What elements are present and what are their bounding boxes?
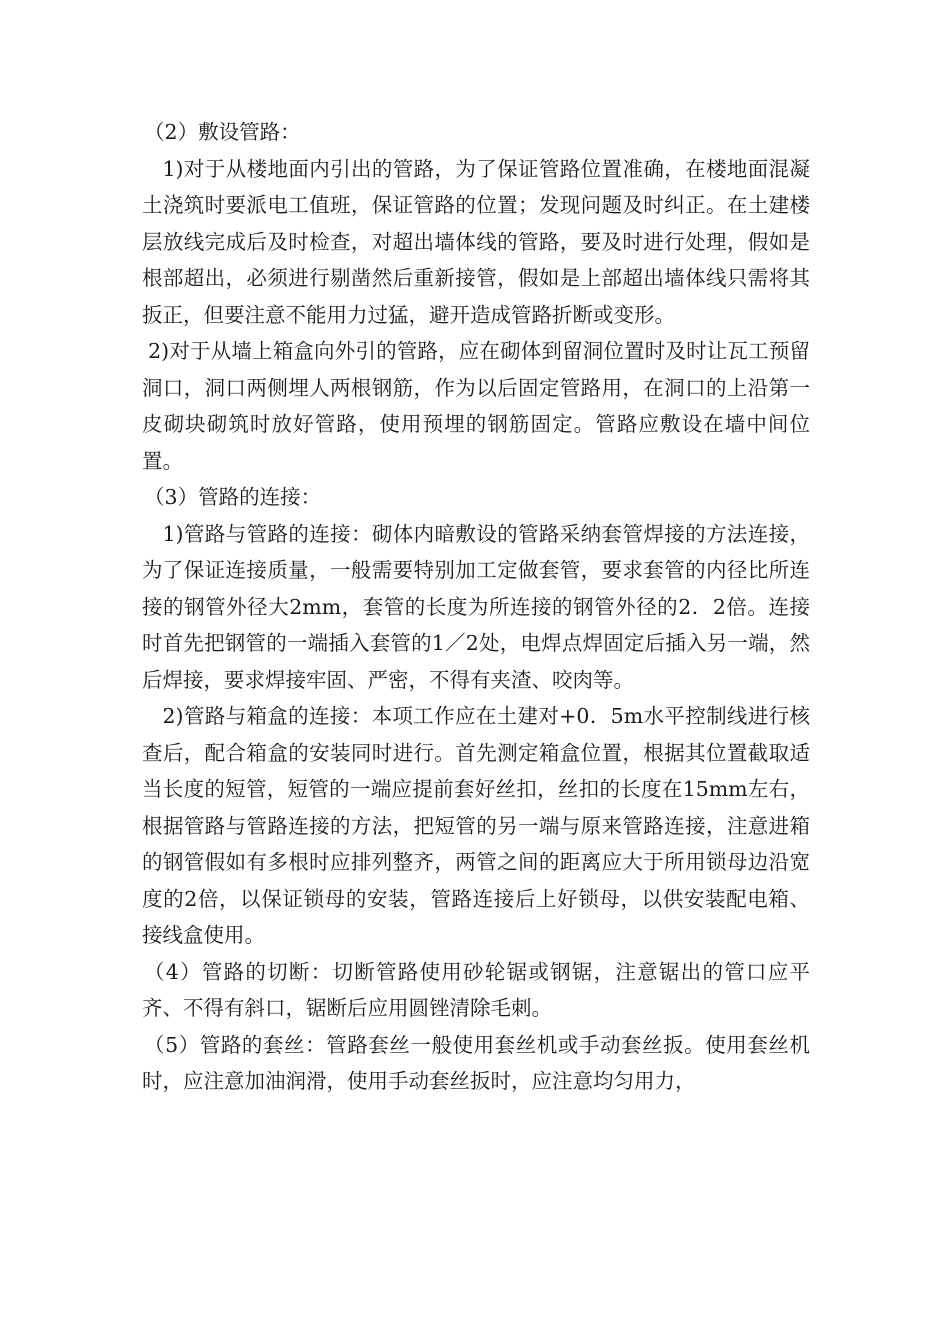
paragraph-3-2: 2)管路与箱盒的连接：本项工作应在土建对+0．5m水平控制线进行核查后，配合箱盒的安装同时进行。首先测定箱盒位置，根据其位置截取适当长度的短管，短管的一端应提前套好丝扣，丝扣的长度在15mm左右，根据管路与管路连接的方法，把短管的另一端与原来管路连接，注意进箱的钢管假如有多根时应排列整齐，两管之间的距离应大于所用锁母边沿宽度的2倍，以保证锁母的安装，管路连接后上好锁母，以供安装配电箱、接线盒使用。 — [142, 704, 810, 947]
section-heading-3: （3）管路的连接： — [144, 485, 322, 509]
document-body — [142, 114, 810, 1100]
paragraph-3-1: 1)管路与管路的连接：砌体内暗敷设的管路采纳套管焊接的方法连接，为了保证连接质量，一般需要特别加工定做套管，要求套管的内径比所连接的钢管外径大2mm，套管的长度为所连接的钢管外径的2．2倍。连接时首先把钢管的一端插入套管的1／2处，电焊点焊固定后插入另一端，然后焊接，要求焊接牢固、严密，不得有夹渣、咬肉等。 — [142, 521, 810, 692]
paragraph-2-1: 1)对于从楼地面内引出的管路，为了保证管路位置准确，在楼地面混凝土浇筑时要派电工值班，保证管路的位置；发现问题及时纠正。在土建楼层放线完成后及时检查，对超出墙体线的管路，要及时进行处理，假如是根部超出，必须进行剔凿然后重新接管，假如是上部超出墙体线只需将其扳正，但要注意不能用力过猛，避开造成管路折断或变形。 — [142, 156, 810, 327]
paragraph-5: （5）管路的套丝：管路套丝一般使用套丝机或手动套丝扳。使用套丝机时，应注意加油润滑，使用手动套丝扳时，应注意均匀用力， — [142, 1032, 810, 1093]
paragraph-2-2: 2)对于从墙上箱盒向外引的管路，应在砌体到留洞位置时及时让瓦工预留洞口，洞口两侧埋人两根钢筋，作为以后固定管路用，在洞口的上沿第一皮砌块砌筑时放好管路，使用预埋的钢筋固定。管路应敷设在墙中间位置。 — [142, 339, 810, 473]
section-heading-2: （2）敷设管路： — [144, 120, 301, 144]
paragraph-4: （4）管路的切断：切断管路使用砂轮锯或钢锯，注意锯出的管口应平齐、不得有斜口，锯断后应用圆锉清除毛刺。 — [142, 959, 810, 1020]
